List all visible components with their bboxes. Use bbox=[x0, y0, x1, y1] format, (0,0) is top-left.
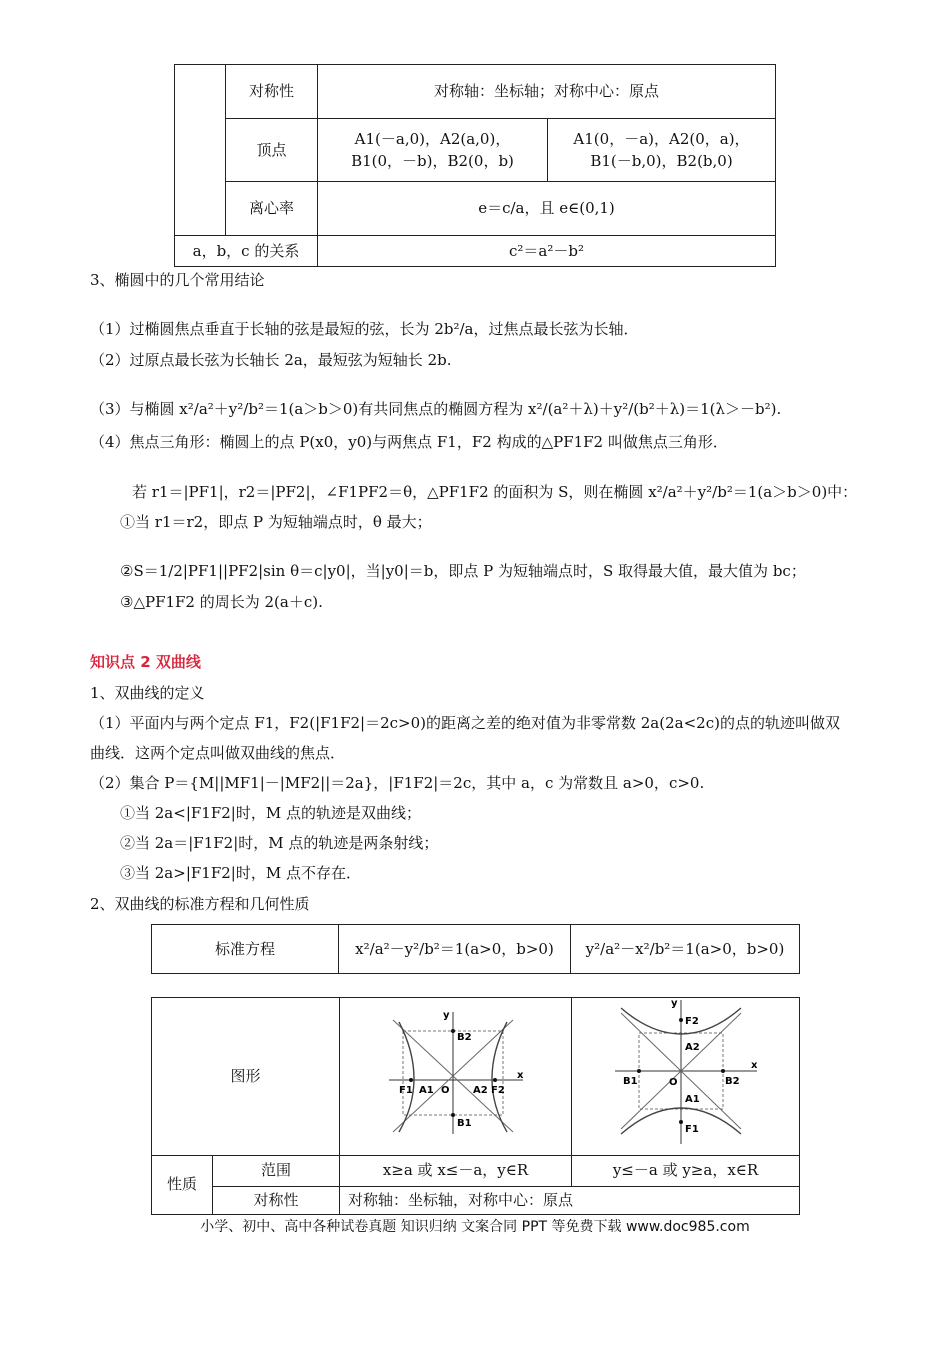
std-eq-vertical: y²/a²－x²/b²＝1(a>0，b>0) bbox=[571, 925, 800, 974]
section3-item4: （4）焦点三角形：椭圆上的点 P(x0，y0)与两焦点 F1，F2 构成的△PF1F2 叫做焦点三角形． bbox=[90, 433, 728, 451]
label-F2: F2 bbox=[490, 1085, 505, 1096]
kp2-heading: 知识点 2 双曲线 bbox=[90, 653, 201, 671]
eccentricity-label: 离心率 bbox=[226, 182, 318, 236]
vertex-v-line2: B1(－b,0)，B2(b,0) bbox=[590, 152, 733, 170]
hyperbola-def1-b: 曲线．这两个定点叫做双曲线的焦点． bbox=[90, 744, 346, 762]
label-A2: A2 bbox=[684, 1042, 700, 1053]
vertex-point bbox=[451, 1113, 455, 1117]
label-B2: B2 bbox=[724, 1076, 740, 1087]
section3-condition: 若 r1＝|PF1|，r2＝|PF2|，∠F1PF2＝θ，△PF1F2 的面积为 S，则在椭圆 x²/a²＋y²/b²＝1(a＞b＞0)中： bbox=[132, 483, 858, 501]
vertex-vertical bbox=[548, 119, 776, 182]
symmetry-label: 对称性 bbox=[226, 65, 318, 119]
graph-label: 图形 bbox=[152, 998, 340, 1156]
vertex-point bbox=[637, 1069, 641, 1073]
vertex-point bbox=[451, 1029, 455, 1033]
vertex-label: 顶点 bbox=[226, 119, 318, 182]
ellipse-properties-table bbox=[174, 64, 776, 267]
section3-conclusion1: ①当 r1＝r2，即点 P 为短轴端点时，θ 最大； bbox=[120, 513, 432, 531]
graph-vertical-cell bbox=[572, 998, 800, 1156]
graph-horizontal-cell bbox=[340, 998, 572, 1156]
label-A1: A1 bbox=[684, 1094, 700, 1105]
vertex-v-line1: A1(0，－a)，A2(0，a)， bbox=[573, 129, 750, 148]
label-A1: A1 bbox=[418, 1085, 434, 1096]
section3-item3: （3）与椭圆 x²/a²＋y²/b²＝1(a＞b＞0)有共同焦点的椭圆方程为 x²/(a²＋λ)＋y²/(b²＋λ)＝1(λ＞－b²). bbox=[90, 400, 782, 418]
vertex-h-line2: B1(0，－b)，B2(0，b) bbox=[351, 152, 514, 170]
label-F2: F2 bbox=[684, 1016, 699, 1027]
vertical-hyperbola-figure bbox=[611, 998, 761, 1148]
abc-relation-label: a，b，c 的关系 bbox=[175, 236, 318, 267]
focus-point bbox=[679, 1018, 683, 1022]
label-x: x bbox=[516, 1070, 523, 1081]
label-x: x bbox=[750, 1060, 757, 1071]
hyperbola-def-title: 1、双曲线的定义 bbox=[90, 684, 205, 702]
focus-point bbox=[493, 1078, 497, 1082]
symmetry-label: 对称性 bbox=[213, 1186, 340, 1214]
section3-conclusion3: ③△PF1F2 的周长为 2(a＋c). bbox=[120, 593, 323, 611]
label-B2: B2 bbox=[456, 1032, 472, 1043]
symmetry-value: 对称轴：坐标轴，对称中心：原点 bbox=[340, 1186, 800, 1214]
focus-point bbox=[679, 1120, 683, 1124]
section3-conclusion2: ②S＝1/2|PF1||PF2|sin θ＝c|y0|，当|y0|＝b，即点 P 为短轴端点时，S 取得最大值，最大值为 bc； bbox=[120, 562, 806, 580]
label-B1: B1 bbox=[622, 1076, 638, 1087]
properties-label: 性质 bbox=[152, 1155, 213, 1214]
label-O: O bbox=[440, 1085, 450, 1096]
focus-point bbox=[409, 1078, 413, 1082]
std-eq-horizontal: x²/a²－y²/b²＝1(a>0，b>0) bbox=[339, 925, 571, 974]
vertex-horizontal bbox=[318, 119, 548, 182]
label-O: O bbox=[668, 1077, 678, 1088]
hyperbola-properties-table bbox=[151, 997, 800, 1215]
range-horizontal: x≥a 或 x≤－a，y∈R bbox=[340, 1155, 572, 1186]
vertex-h-line1: A1(－a,0)，A2(a,0)， bbox=[354, 129, 511, 148]
vertex-point bbox=[721, 1069, 725, 1073]
page-footer: 小学、初中、高中各种试卷真题 知识归纳 文案合同 PPT 等免费下载 www.doc985.com bbox=[200, 1219, 750, 1235]
hyperbola-def1-a: （1）平面内与两个定点 F1，F2(|F1F2|＝2c>0)的距离之差的绝对值为非零常数 2a(2a<2c)的点的轨迹叫做双 bbox=[90, 714, 840, 732]
hyperbola-def2: （2）集合 P＝{M||MF1|－|MF2||＝2a}，|F1F2|＝2c，其中 a，c 为常数且 a>0，c>0. bbox=[90, 774, 705, 792]
horizontal-hyperbola-figure bbox=[381, 1008, 531, 1138]
symmetry-value: 对称轴：坐标轴；对称中心：原点 bbox=[318, 65, 776, 119]
abc-relation-value: c²＝a²－b² bbox=[318, 236, 776, 267]
blank-cell bbox=[175, 65, 226, 236]
hyperbola-case2: ②当 2a＝|F1F2|时，M 点的轨迹是两条射线； bbox=[120, 834, 439, 852]
hyperbola-case3: ③当 2a>|F1F2|时，M 点不存在． bbox=[120, 864, 361, 882]
section3-item1: （1）过椭圆焦点垂直于长轴的弦是最短的弦，长为 2b²/a，过焦点最长弦为长轴． bbox=[90, 320, 639, 338]
std-eq-label: 标准方程 bbox=[152, 925, 339, 974]
label-y: y bbox=[670, 998, 678, 1009]
label-F1: F1 bbox=[684, 1124, 699, 1135]
label-F1: F1 bbox=[398, 1085, 413, 1096]
hyperbola-case1: ①当 2a<|F1F2|时，M 点的轨迹是双曲线； bbox=[120, 804, 421, 822]
label-B1: B1 bbox=[456, 1118, 472, 1129]
hyperbola-std-title: 2、双曲线的标准方程和几何性质 bbox=[90, 895, 310, 913]
label-y: y bbox=[442, 1010, 450, 1021]
range-vertical: y≤－a 或 y≥a，x∈R bbox=[572, 1155, 800, 1186]
eccentricity-value: e＝c/a，且 e∈(0,1) bbox=[318, 182, 776, 236]
range-label: 范围 bbox=[213, 1155, 340, 1186]
label-A2: A2 bbox=[472, 1085, 488, 1096]
section3-item2: （2）过原点最长弦为长轴长 2a，最短弦为短轴长 2b. bbox=[90, 351, 452, 369]
hyperbola-equation-table bbox=[151, 924, 800, 974]
section3-title: 3、椭圆中的几个常用结论 bbox=[90, 271, 265, 289]
